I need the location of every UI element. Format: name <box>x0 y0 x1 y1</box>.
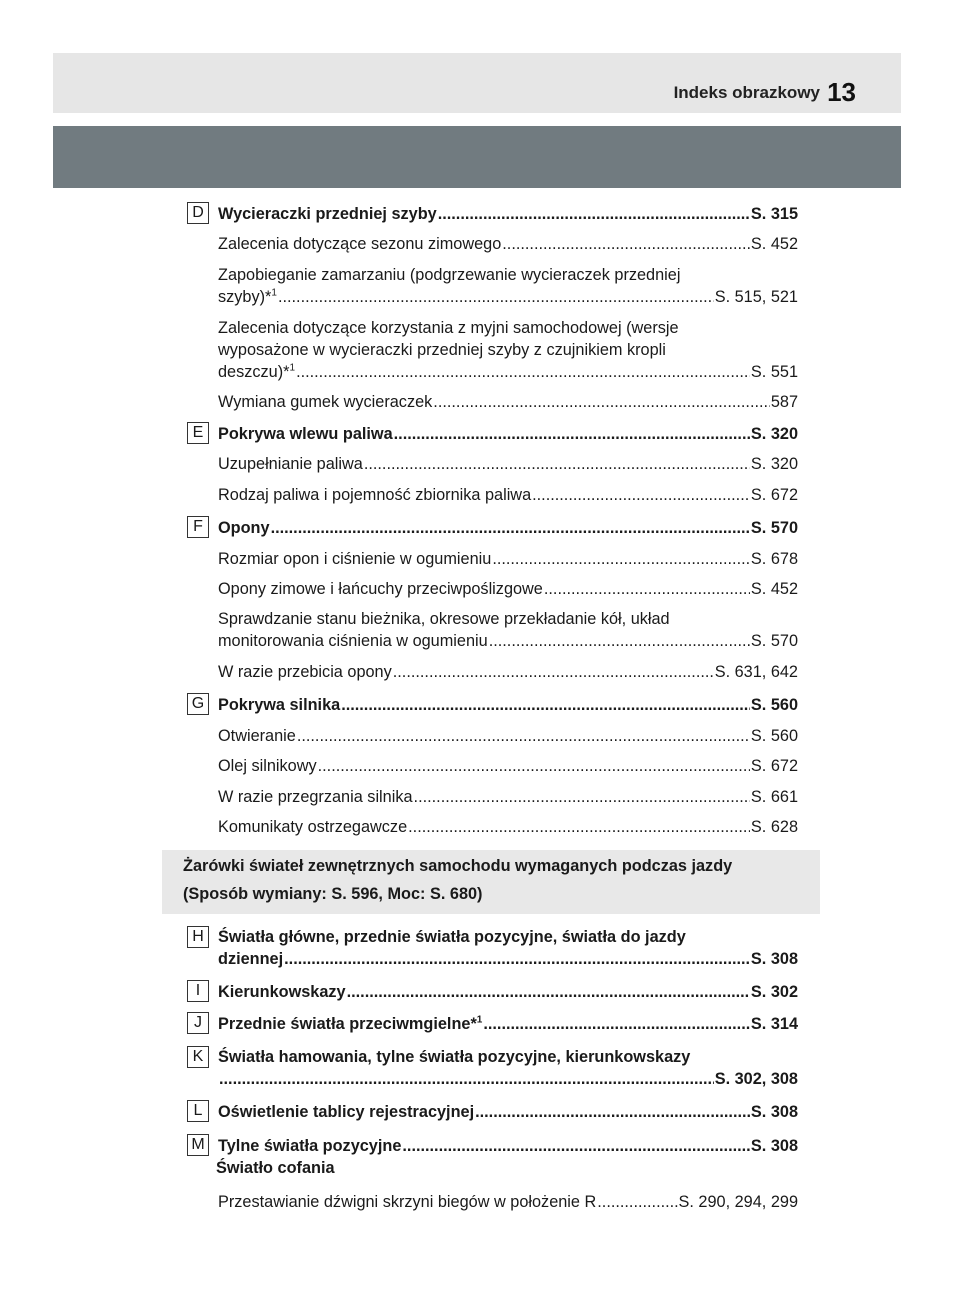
index-entry-wipers[interactable] <box>218 202 798 226</box>
page-title: Indeks obrazkowy <box>673 83 820 102</box>
callout-letter-e: E <box>187 422 209 444</box>
entry-label: deszczu)* <box>218 363 290 381</box>
entry-label: Uzupełnianie paliwa <box>218 455 363 473</box>
entry-label: Przednie światła przeciwmgielne* <box>218 1015 477 1033</box>
callout-letter-i: I <box>187 980 209 1002</box>
index-subentry[interactable] <box>218 232 798 256</box>
entry-page: 587 <box>770 393 798 411</box>
index-subentry-text: Zalecenia dotyczące korzystania z myjni samochodowej (wersje <box>218 319 679 337</box>
entry-label: Wycieraczki przedniej szyby <box>218 205 437 223</box>
footnote-marker: 1 <box>476 1014 483 1026</box>
entry-page: S. 308 <box>750 1103 798 1121</box>
index-subentry[interactable] <box>218 390 798 414</box>
callout-letter-h: H <box>187 926 209 948</box>
entry-page: S. 308 <box>750 1137 798 1155</box>
entry-label: Rozmiar opon i ciśnienie w ogumieniu <box>218 550 492 568</box>
callout-letter-j: J <box>187 1012 209 1034</box>
entry-page: S. 308 <box>750 950 798 968</box>
entry-page: S. 315 <box>750 205 798 223</box>
entry-label: Przestawianie dźwigni skrzyni biegów w położenie R <box>218 1193 597 1211</box>
entry-label: Opony zimowe i łańcuchy przeciwpoślizgowe <box>218 580 543 598</box>
index-entry-tires[interactable] <box>218 516 798 540</box>
entry-page: S. 560 <box>750 696 798 714</box>
index-subheading: Światło cofania <box>216 1159 335 1177</box>
entry-label: Pokrywa silnika <box>218 696 341 714</box>
entry-label: Wymiana gumek wycieraczek <box>218 393 433 411</box>
index-subentry[interactable] <box>218 452 798 476</box>
section-heading: Żarówki świateł zewnętrznych samochodu wymaganych podczas jazdy <box>183 857 733 875</box>
index-entry-text: Światła hamowania, tylne światła pozycyjne, kierunkowskazy <box>218 1048 691 1066</box>
entry-page: S. 661 <box>750 788 798 806</box>
index-subentry[interactable] <box>218 577 798 601</box>
index-entry-text: Światła główne, przednie światła pozycyjne, światła do jazdy <box>218 928 686 946</box>
footnote-marker: 1 <box>289 362 296 374</box>
entry-page: S. 628 <box>750 818 798 836</box>
section-subheading: (Sposób wymiany: S. 596, Moc: S. 680) <box>183 885 483 903</box>
index-subentry[interactable] <box>218 815 798 839</box>
entry-label: Kierunkowskazy <box>218 983 346 1001</box>
entry-page: S. 515, 521 <box>714 288 798 306</box>
index-subentry[interactable] <box>218 483 798 507</box>
index-entry-headlights[interactable] <box>218 947 798 971</box>
page-number: 13 <box>827 77 856 107</box>
index-subentry[interactable] <box>218 547 798 571</box>
entry-page: S. 678 <box>750 550 798 568</box>
entry-page: S. 452 <box>750 580 798 598</box>
index-entry-tail-lights[interactable] <box>218 1134 798 1158</box>
entry-page: S. 320 <box>750 455 798 473</box>
index-subentry[interactable] <box>218 629 798 653</box>
entry-label: Tylne światła pozycyjne <box>218 1137 402 1155</box>
entry-page: S. 672 <box>750 486 798 504</box>
entry-label: Opony <box>218 519 270 537</box>
index-subentry-text: Zapobieganie zamarzaniu (podgrzewanie wycieraczek przedniej <box>218 266 681 284</box>
entry-page: S. 320 <box>750 425 798 443</box>
entry-label: szyby)* <box>218 288 272 306</box>
entry-label: Zalecenia dotyczące sezonu zimowego <box>218 235 502 253</box>
callout-letter-l: L <box>187 1100 209 1122</box>
entry-label: W razie przegrzania silnika <box>218 788 413 806</box>
entry-label: Pokrywa wlewu paliwa <box>218 425 393 443</box>
index-subentry[interactable] <box>218 754 798 778</box>
entry-page: S. 314 <box>750 1015 798 1033</box>
entry-page: S. 452 <box>750 235 798 253</box>
entry-page: S. 302, 308 <box>714 1070 798 1088</box>
entry-label: Komunikaty ostrzegawcze <box>218 818 408 836</box>
index-entry-hood[interactable] <box>218 693 798 717</box>
entry-label: monitorowania ciśnienia w ogumieniu <box>218 632 488 650</box>
entry-label: dziennej <box>218 950 284 968</box>
entry-page: S. 631, 642 <box>714 663 798 681</box>
entry-label: Oświetlenie tablicy rejestracyjnej <box>218 1103 475 1121</box>
index-subentry-text: wyposażone w wycieraczki przedniej szyby z czujnikiem kropli <box>218 341 666 359</box>
entry-label: Otwieranie <box>218 727 296 745</box>
callout-letter-g: G <box>187 693 209 715</box>
entry-page: S. 290, 294, 299 <box>678 1193 798 1211</box>
callout-letter-k: K <box>187 1046 209 1068</box>
index-entry-fuel-door[interactable] <box>218 422 798 446</box>
entry-page: S. 551 <box>750 363 798 381</box>
index-entry-brake-lights[interactable] <box>218 1067 798 1091</box>
index-subentry-text: Sprawdzanie stanu bieżnika, okresowe przekładanie kół, układ <box>218 610 670 628</box>
entry-label: W razie przebicia opony <box>218 663 392 681</box>
illustration-banner <box>53 126 901 188</box>
entry-page: S. 672 <box>750 757 798 775</box>
entry-page: S. 560 <box>750 727 798 745</box>
callout-letter-d: D <box>187 202 209 224</box>
entry-page: S. 570 <box>750 519 798 537</box>
footnote-marker: 1 <box>271 287 277 299</box>
index-entry-turn-signals[interactable] <box>218 980 798 1004</box>
entry-label: Rodzaj paliwa i pojemność zbiornika paliwa <box>218 486 532 504</box>
callout-letter-f: F <box>187 516 209 538</box>
entry-page: S. 302 <box>750 983 798 1001</box>
index-entry-fog-lights[interactable] <box>218 1012 798 1036</box>
callout-letter-m: M <box>187 1134 209 1156</box>
index-subentry[interactable] <box>218 285 798 309</box>
index-subentry[interactable] <box>218 360 798 384</box>
index-subentry[interactable] <box>218 724 798 748</box>
index-subentry[interactable] <box>218 1190 798 1214</box>
entry-page: S. 570 <box>750 632 798 650</box>
entry-label: Olej silnikowy <box>218 757 317 775</box>
index-subentry[interactable] <box>218 785 798 809</box>
index-subentry[interactable] <box>218 660 798 684</box>
index-entry-license-light[interactable] <box>218 1100 798 1124</box>
